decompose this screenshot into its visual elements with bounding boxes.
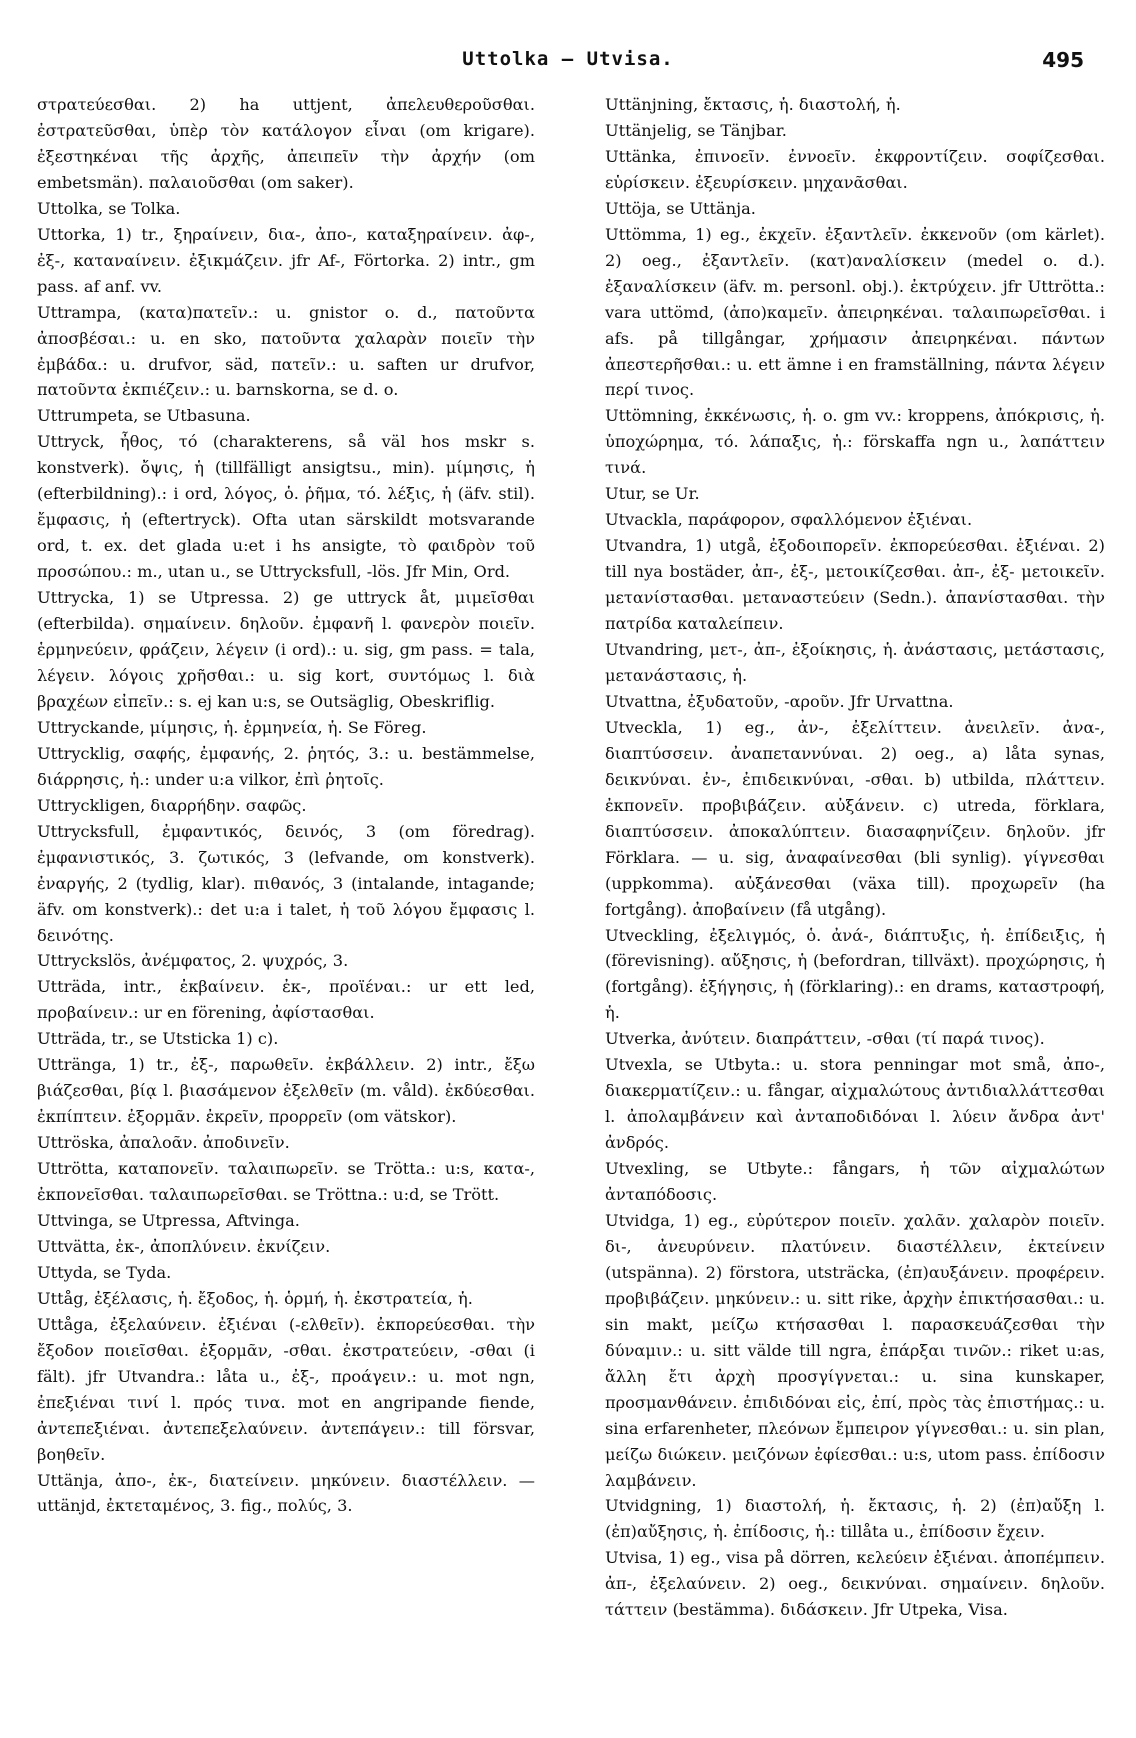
dictionary-entry: Uttvätta, ἐκ-, ἀποπλύνειν. ἐκνίζειν.	[37, 1236, 331, 1256]
dictionary-entry: Uttömma, 1) eg., ἐκχεῖν. ἐξαντλεῖν. ἐκκενοῦν (om kärlet). 2) oeg., ἐξαντλεῖν. (κατ)αναλίσκειν (medel o. d.). ἐξαναλίσκειν (äfv. m. personl. obj.). ἐκτρύχειν. jfr Uttrötta.: vara uttömd, (ἀπο)καμεῖν. ἀπειρηκέναι. ταλαιπωρεῖσθαι. i afs. på tillgångar, χρήμασιν ἀπειρηκέναι. πάντων ἀπεστερῆσθαι.: u. ett ämne i en framställning, πάντα λέγειν περί τινος.	[605, 224, 1105, 400]
dictionary-entry: Utvidgning, 1) διαστολή, ἡ. ἔκτασις, ἡ. 2) (ἐπ)αὔξη l. (ἐπ)αὔξησις, ἡ. ἐπίδοσις, ἡ.: tillåta u., ἐπίδοσιν ἔχειν.	[605, 1496, 1105, 1542]
dictionary-entry: Uttryckande, μίμησις, ἡ. ἑρμηνεία, ἡ. Se Föreg.	[37, 717, 427, 737]
right-column	[605, 92, 1105, 1623]
page-number: 495	[1042, 48, 1084, 72]
dictionary-entry: Uttåg, ἐξέλασις, ἡ. ἔξοδος, ἡ. ὁρμή, ἡ. ἐκστρατεία, ἡ.	[37, 1288, 473, 1308]
dictionary-entry: Uttrycklig, σαφής, ἐμφανής, 2. ῥητός, 3.: u. bestämmelse, διάρρησις, ἡ.: under u:a vilkor, ἐπὶ ῥητοῖς.	[37, 743, 535, 789]
running-head: Uttolka — Utvisa.	[462, 48, 674, 70]
dictionary-entry: Uttvinga, se Utpressa, Aftvinga.	[37, 1210, 300, 1230]
dictionary-entry: Utvexla, se Utbyta.: u. stora penningar mot små, ἀπο-, διακερματίζειν.: u. fångar, αἰχμαλώτους ἀντιδιαλλάττεσθαι l. ἀπολαμβάνειν καὶ ἀνταποδιδόναι l. λύειν ἄνδρα ἀντ' ἀνδρός.	[605, 1055, 1105, 1153]
dictionary-entry: Uttömning, ἐκκένωσις, ἡ. o. gm vv.: kroppens, ἀπόκρισις, ἡ. ὑποχώρημα, τό. λάπαξις, ἡ.: förskaffa ngn u., λαπάττειν τινά.	[605, 406, 1105, 478]
dictionary-entry: Utvandring, μετ-, ἀπ-, ἐξοίκησις, ἡ. ἀνάστασις, μετάστασις, μετανάστασις, ἡ.	[605, 640, 1105, 685]
dictionary-entry: Utvidga, 1) eg., εὐρύτερον ποιεῖν. χαλᾶν. χαλαρὸν ποιεῖν. δι-, ἀνευρύνειν. πλατύνειν. διαστέλλειν, ἐκτείνειν (utspänna). 2) förstora, utsträcka, (ἐπ)αυξάνειν. προφέρειν. προβιβάζειν. μηκύνειν.: u. sitt rike, ἀρχὴν ἐπικτήσασθαι.: u. sin makt, μείζω κτήσασθαι l. παρασκευάζεσθαι τὴν δύναμιν.: u. sitt välde till ngra, ἐπάρξαι τινῶν.: riket u:as, ἄλλη ἔτι ἀρχὴ προσγίγνεται.: u. sina kunskaper, προσμανθάνειν. ἐπιδιδόναι εἰς, ἐπί, πρὸς τὰς ἐπιστήμας.: u. sina erfarenheter, πλεόνων ἔμπειρον γίγνεσθαι.: u. sin plan, μείζω διώκειν. μειζόνων ἐφίεσθαι.: u:s, utom pass. ἐπίδοσιν λαμβάνειν.	[605, 1210, 1105, 1490]
dictionary-entry: Uttröska, ἀπαλοᾶν. ἀποδινεῖν.	[37, 1133, 290, 1153]
dictionary-entry: Utvackla, παράφορον, σφαλλόμενον ἐξιέναι.	[605, 510, 973, 530]
dictionary-entry: Utträda, tr., se Utsticka 1) c).	[37, 1029, 279, 1049]
dictionary-entry: Utträda, intr., ἐκβαίνειν. ἐκ-, προϊέναι.: ur ett led, προβαίνειν.: ur en förening, ἀφίστασθαι.	[37, 977, 535, 1023]
dictionary-entry: Uttolka, se Tolka.	[37, 198, 181, 218]
dictionary-entry: Uttrampa, (κατα)πατεῖν.: u. gnistor o. d., πατοῦντα ἀποσβέσαι.: u. en sko, πατοῦντα χαλαρὰν ποιεῖν τὴν ἐμβάδα.: u. drufvor, säd, πατεῖν.: u. saften ur drufvor, πατοῦντα ἐκπιέζειν.: u. barnskorna, se d. o.	[37, 302, 535, 400]
dictionary-entry: Uttänjelig, se Tänjbar.	[605, 120, 787, 140]
dictionary-entry: Uttrötta, καταπονεῖν. ταλαιπωρεῖν. se Trötta.: u:s, κατα-, ἐκπονεῖσθαι. ταλαιπωρεῖσθαι. se Tröttna.: u:d, se Trött.	[37, 1159, 535, 1205]
dictionary-entry: Utverka, ἀνύτειν. διαπράττειν, -σθαι (τί παρά τινος).	[605, 1029, 1045, 1049]
dictionary-entry: Uttrumpeta, se Utbasuna.	[37, 406, 251, 426]
dictionary-entry: Uttryckligen, διαρρήδην. σαφῶς.	[37, 795, 307, 815]
dictionary-entry: Utträngа, 1) tr., ἐξ-, παρωθεῖν. ἐκβάλλειν. 2) intr., ἔξω βιάζεσθαι, βίᾳ l. βιασάμενον ἐξελθεῖν (m. våld). ἐκδύεσθαι. ἐκπίπτειν. ἐξορμᾶν. ἐκρεῖν, προρρεῖν (om vätskor).	[37, 1055, 535, 1127]
dictionary-entry: Utur, se Ur.	[605, 484, 700, 504]
dictionary-entry: Uttyda, se Tyda.	[37, 1262, 172, 1282]
dictionary-entry: Uttöja, se Uttänja.	[605, 198, 756, 218]
dictionary-entry: Utvattna, ἐξυδατοῦν, -αροῦν. Jfr Urvattna.	[605, 691, 954, 711]
dictionary-entry: Uttorka, 1) tr., ξηραίνειν, δια-, ἀπο-, καταξηραίνειν. ἀφ-, ἐξ-, καταναίνειν. ἐξικμάζειν. jfr Af-, Förtorka. 2) intr., gm pass. af anf. vv.	[37, 224, 535, 296]
dictionary-entry: Uttrycksfull, ἐμφαντικός, δεινός, 3 (om föredrag). ἐμφανιστικός, 3. ζωτικός, 3 (lefvande, om konstverk). ἐναργής, 2 (tydlig, klar). πιθανός, 3 (intalande, intagande; äfv. om konstverk).: det u:a i talet, ἡ τοῦ λόγου ἔμφασις l. δεινότης.	[37, 821, 535, 945]
dictionary-entry: στρατεύεσθαι. 2) ha uttjent, ἀπελευθεροῦσθαι. ἐστρατεῦσθαι, ὑπὲρ τὸν κατάλογον εἶναι (om krigare). ἐξεστηκέναι τῆς ἀρχῆς, ἀπειπεῖν τὴν ἀρχήν (om embetsmän). παλαιοῦσθαι (om saker).	[37, 95, 535, 192]
page-header	[0, 48, 1136, 84]
dictionary-entry: Uttryckslös, ἀνέμφατος, 2. ψυχρός, 3.	[37, 951, 349, 971]
dictionary-entry: Utvandra, 1) utgå, ἐξοδοιπορεῖν. ἐκπορεύεσθαι. ἐξιέναι. 2) till nya bostäder, ἀπ-, ἐξ-, μετοικίζεσθαι. ἀπ-, ἐξ- μετοικεῖν. μετανίστασθαι. μεταναστεύειν (Sedn.). ἀπανίστασθαι. τὴν πατρίδα καταλείπειν.	[605, 536, 1105, 634]
dictionary-entry: Uttrycka, 1) se Utpressa. 2) ge uttryck åt, μιμεῖσθαι (efterbilda). σημαίνειν. δηλοῦν. ἐμφανῆ l. φανερὸν ποιεῖν. ἑρμηνεύειν, φράζειν, λέγειν (i ord).: u. sig, gm pass. = tala, λέγειν. λόγοις χρῆσθαι.: u. sig kort, συντόμως l. διὰ βραχέων εἰπεῖν.: s. ej kan u:s, se Outsäglig, Obeskriflig.	[37, 588, 535, 711]
dictionary-entry: Utvexling, se Utbyte.: fångars, ἡ τῶν αἰχμαλώτων ἀνταπόδοσις.	[605, 1159, 1105, 1205]
dictionary-entry: Uttänjning, ἔκτασις, ἡ. διαστολή, ἡ.	[605, 95, 901, 114]
dictionary-entry: Uttryck, ἦθος, τό (charakterens, så väl hos mskr s. konstverk). ὄψις, ἡ (tillfälligt ansigtsu., min). μίμησις, ἡ (efterbildning).: i ord, λόγος, ὁ. ῥῆμα, τό. λέξις, ἡ (äfv. stil). ἔμφασις, ἡ (eftertryck). Ofta utan särskildt motsvarande ord, t. ex. det glada u:et i hs ansigte, τὸ φαιδρὸν τοῦ προσώπου.: m., utan u., se Uttrycksfull, -lös. Jfr Min, Ord.	[37, 432, 535, 582]
dictionary-entry: Utveckla, 1) eg., ἀν-, ἐξελίττειν. ἀνειλεῖν. ἀνα-, διαπτύσσειν. ἀναπεταννύναι. 2) oeg., a) låta synas, δεικνύναι. ἐν-, ἐπιδεικνύναι, -σθαι. b) utbilda, πλάττειν. ἐκπονεῖν. προβιβάζειν. αὐξάνειν. c) utreda, förklara, διαπτύσσειν. ἀποκαλύπτειν. διασαφηνίζειν. δηλοῦν. jfr Förklara. — u. sig, ἀναφαίνεσθαι (bli synlig). γίγνεσθαι (uppkomma). αὐξάνεσθαι (växa till). προχωρεῖν (ha fortgång). ἀποβαίνειν (få utgång).	[605, 717, 1105, 919]
dictionary-entry: Utvisa, 1) eg., visa på dörren, κελεύειν ἐξιέναι. ἀποπέμπειν. ἀπ-, ἐξελαύνειν. 2) oeg., δεικνύναι. σημαίνειν. δηλοῦν. τάττειν (bestämma). διδάσκειν. Jfr Utpeka, Visa.	[605, 1548, 1105, 1620]
dictionary-entry: Uttänka, ἐπινοεῖν. ἐννοεῖν. ἐκφροντίζειν. σοφίζεσθαι. εὑρίσκειν. ἐξευρίσκειν. μηχανᾶσθαι.	[605, 146, 1105, 192]
dictionary-entry: Utveckling, ἐξελιγμός, ὁ. ἀνά-, διάπτυξις, ἡ. ἐπίδειξις, ἡ (förevisning). αὔξησις, ἡ (befordran, tillväxt). προχώρησις, ἡ (fortgång). ἐξήγησις, ἡ (förklaring).: en drams, καταστροφή, ἡ.	[605, 925, 1105, 1023]
left-column	[37, 92, 535, 1519]
dictionary-entry: Uttänja, ἀπο-, ἐκ-, διατείνειν. μηκύνειν. διαστέλλειν. — uttänjd, ἐκτεταμένος, 3. fig., πολύς, 3.	[37, 1470, 535, 1516]
dictionary-entry: Uttåga, ἐξελαύνειν. ἐξιέναι (-ελθεῖν). ἐκπορεύεσθαι. τὴν ἔξοδον ποιεῖσθαι. ἐξορμᾶν, -σθαι. ἐκστρατεύειν, -σθαι (i fält). jfr Utvandra.: låta u., ἐξ-, προάγειν.: u. mot ngn, ἐπεξιέναι τινί l. πρός τινα. mot en angripande fiende, ἀντεπεξιέναι. ἀντεπεξελαύνειν. ἀντεπάγειν.: till försvar, βοηθεῖν.	[37, 1314, 535, 1464]
